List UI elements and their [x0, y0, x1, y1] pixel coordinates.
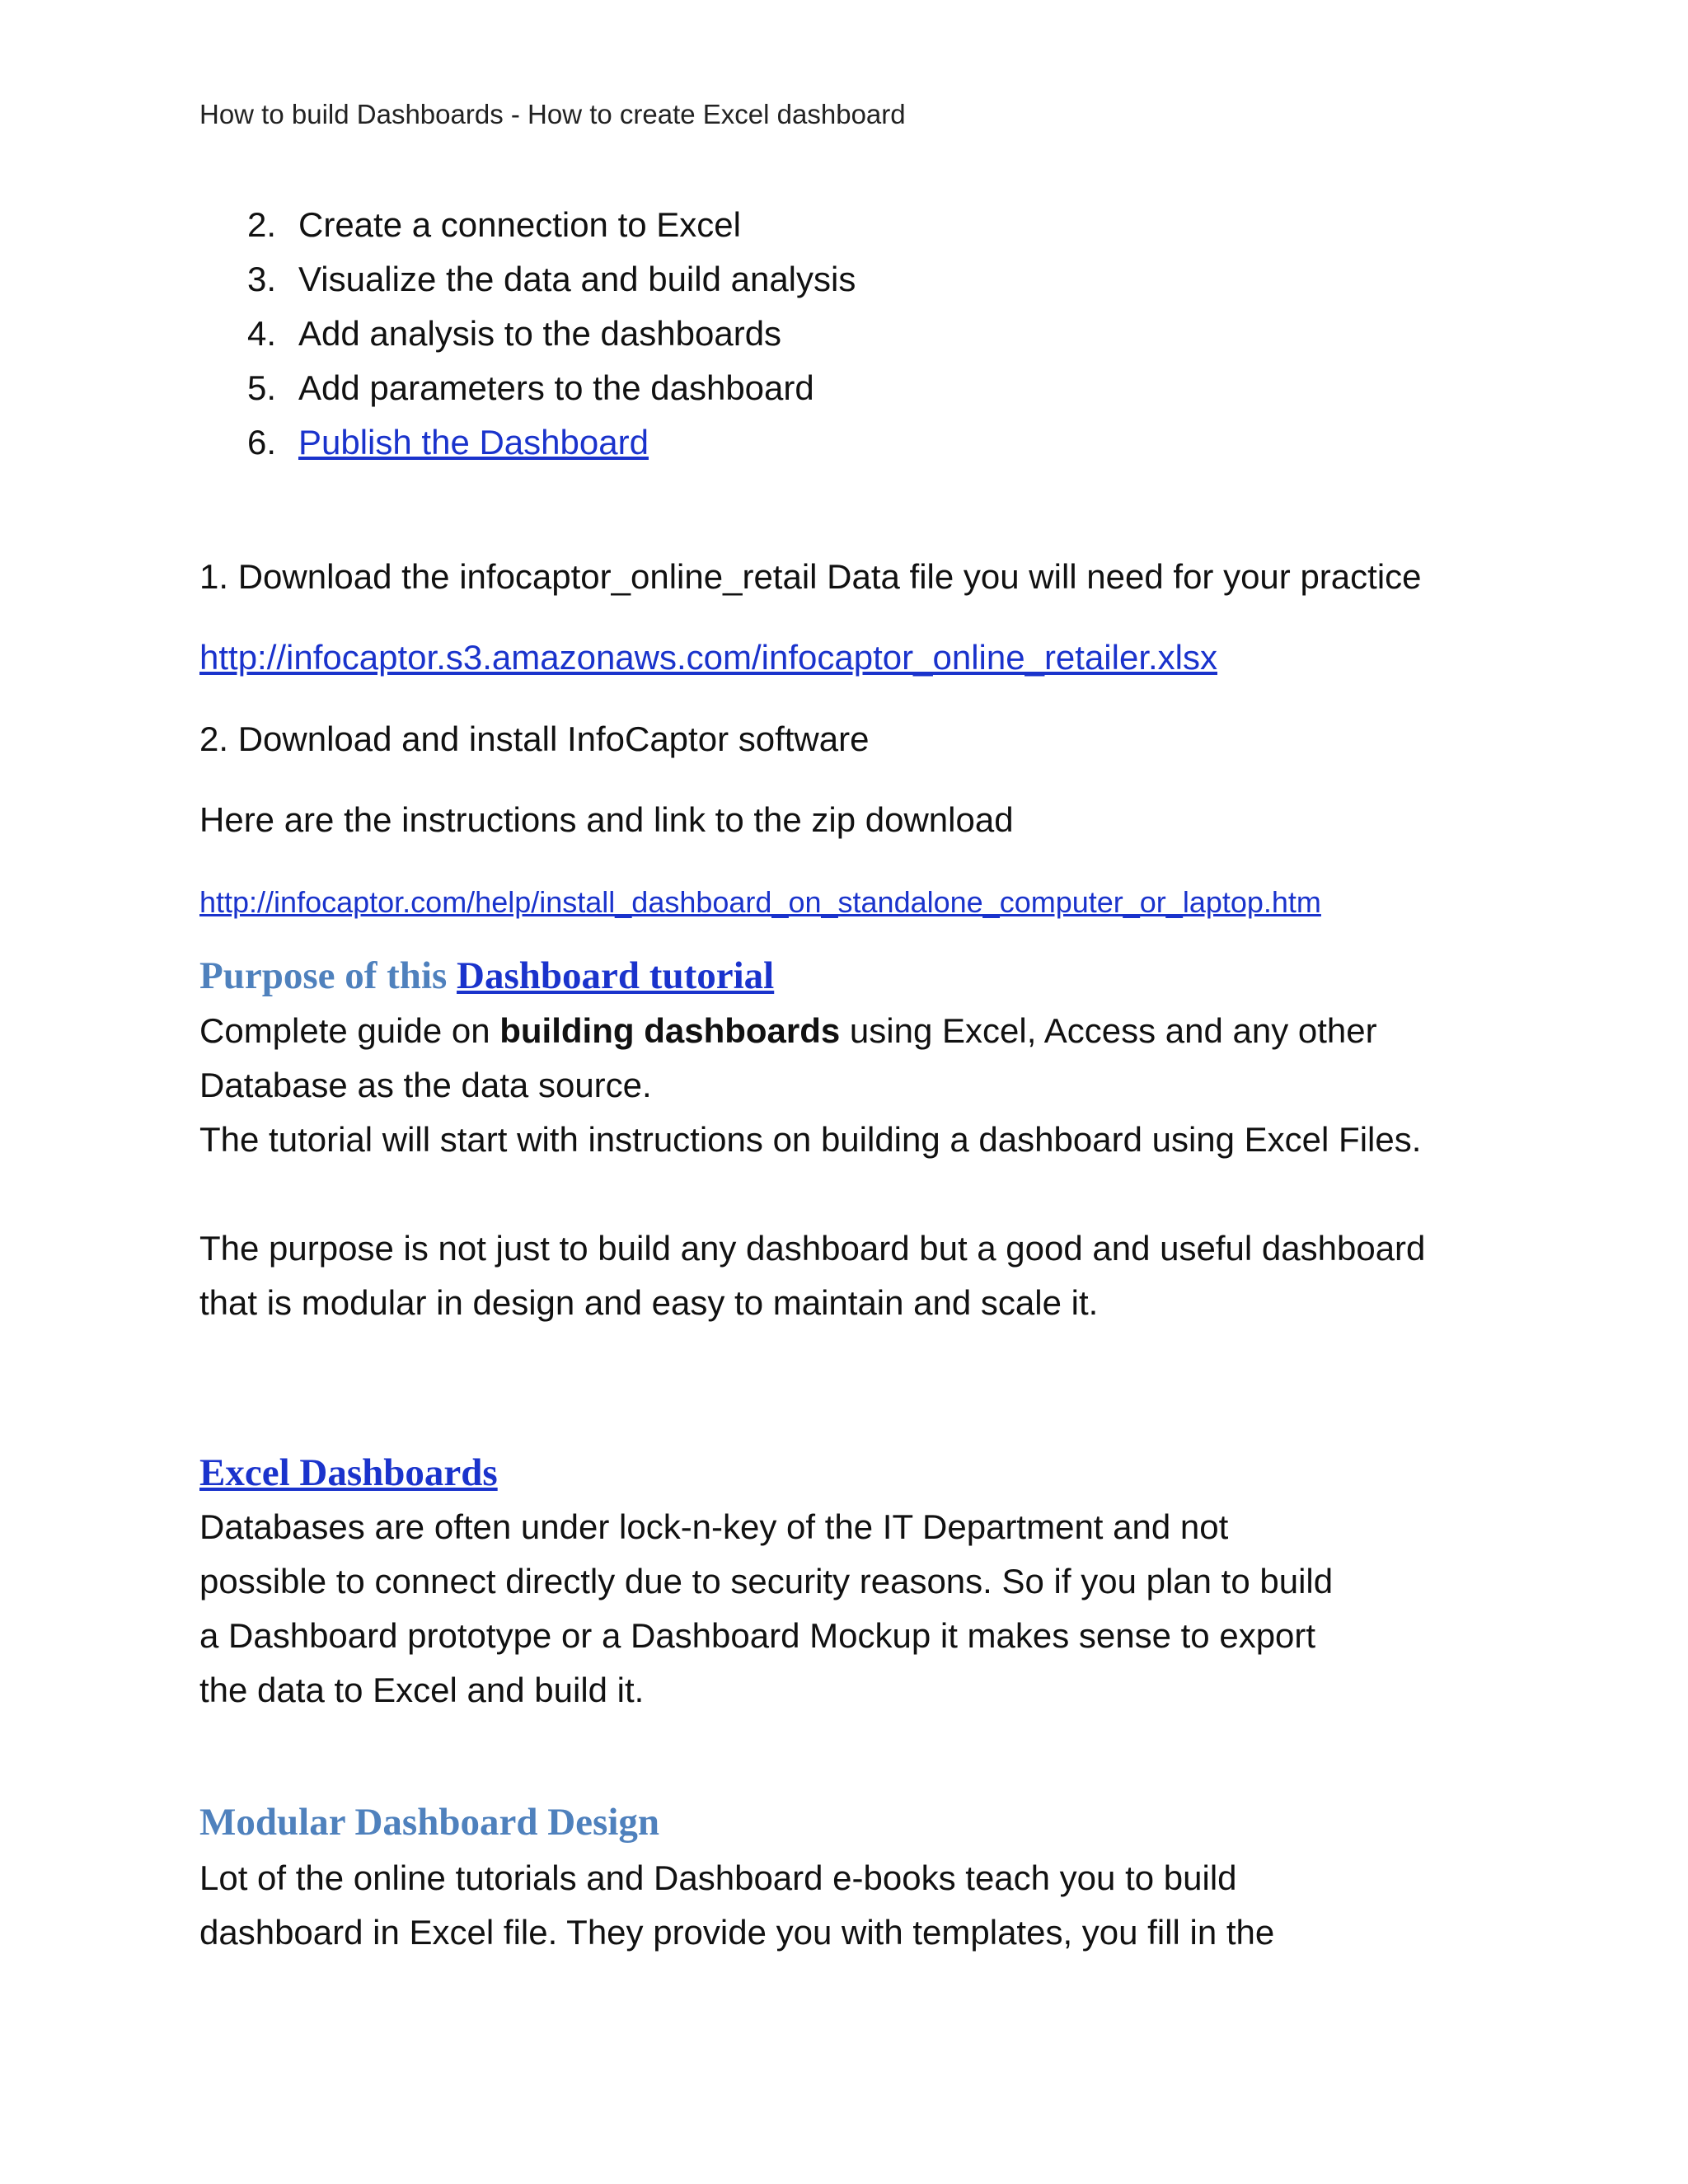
excel-dashboards-link[interactable]: Excel Dashboards [199, 1451, 498, 1494]
purpose-heading-prefix: Purpose of this [199, 954, 457, 997]
excel-paragraph [199, 1500, 1333, 1718]
list-item [247, 307, 856, 361]
list-item [247, 361, 856, 415]
download-step-2: 2. Download and install InfoCaptor software [199, 719, 870, 758]
install-instructions-link[interactable]: http://infocaptor.com/help/install_dashboard_on_standalone_computer_or_laptop.htm [199, 885, 1321, 919]
list-number: 2. [247, 205, 277, 244]
blank-line [199, 1167, 1425, 1221]
excel-line: possible to connect directly due to security reasons. So if you plan to build [199, 1562, 1334, 1601]
steps-list [247, 198, 856, 470]
page-header: How to build Dashboards - How to create Excel dashboard [199, 99, 906, 129]
data-file-link[interactable]: http://infocaptor.s3.amazonaws.com/infocaptor_online_retailer.xlsx [199, 638, 1218, 677]
instructions-text: Here are the instructions and link to the zip download [199, 800, 1014, 839]
excel-dashboards-heading [199, 1451, 498, 1495]
list-item-label: Create a connection to Excel [298, 205, 741, 244]
modular-paragraph [199, 1851, 1274, 1960]
purpose-line-4: The purpose is not just to build any dashboard but a good and useful dashboard [199, 1229, 1426, 1268]
list-number: 4. [247, 314, 277, 353]
purpose-line-2: Database as the data source. [199, 1066, 652, 1104]
excel-line: Databases are often under lock-n-key of the IT Department and not [199, 1507, 1229, 1546]
publish-dashboard-link[interactable]: Publish the Dashboard [298, 423, 649, 462]
purpose-heading [199, 954, 774, 998]
data-file-link-line [199, 630, 1217, 685]
list-number: 3. [247, 260, 277, 298]
purpose-line-1-start: Complete guide on [199, 1011, 500, 1050]
excel-line: a Dashboard prototype or a Dashboard Mockup it makes sense to export [199, 1616, 1316, 1655]
list-item [247, 198, 856, 252]
purpose-line-1 [199, 1004, 1425, 1058]
purpose-paragraph [199, 1004, 1425, 1330]
modular-line: dashboard in Excel file. They provide you with templates, you fill in the [199, 1913, 1275, 1952]
list-number: 5. [247, 368, 277, 407]
building-dashboards-bold: building dashboards [499, 1011, 841, 1050]
dashboard-tutorial-link[interactable]: Dashboard tutorial [457, 954, 775, 997]
list-item-label: Add analysis to the dashboards [298, 314, 782, 353]
install-link-line [199, 874, 1321, 930]
list-item [247, 252, 856, 307]
modular-line: Lot of the online tutorials and Dashboard e-books teach you to build [199, 1858, 1237, 1897]
modular-design-heading: Modular Dashboard Design [199, 1801, 660, 1844]
list-item-label: Visualize the data and build analysis [298, 260, 856, 298]
download-step-1: 1. Download the infocaptor_online_retail Data file you will need for your practice [199, 557, 1422, 596]
purpose-line-3: The tutorial will start with instructions on building a dashboard using Excel Files. [199, 1120, 1422, 1159]
purpose-line-1-end: using Excel, Access and any other [840, 1011, 1377, 1050]
purpose-line-5: that is modular in design and easy to maintain and scale it. [199, 1283, 1099, 1322]
list-number: 6. [247, 423, 277, 462]
excel-line: the data to Excel and build it. [199, 1671, 645, 1709]
list-item [247, 415, 856, 470]
list-item-label: Add parameters to the dashboard [298, 368, 814, 407]
